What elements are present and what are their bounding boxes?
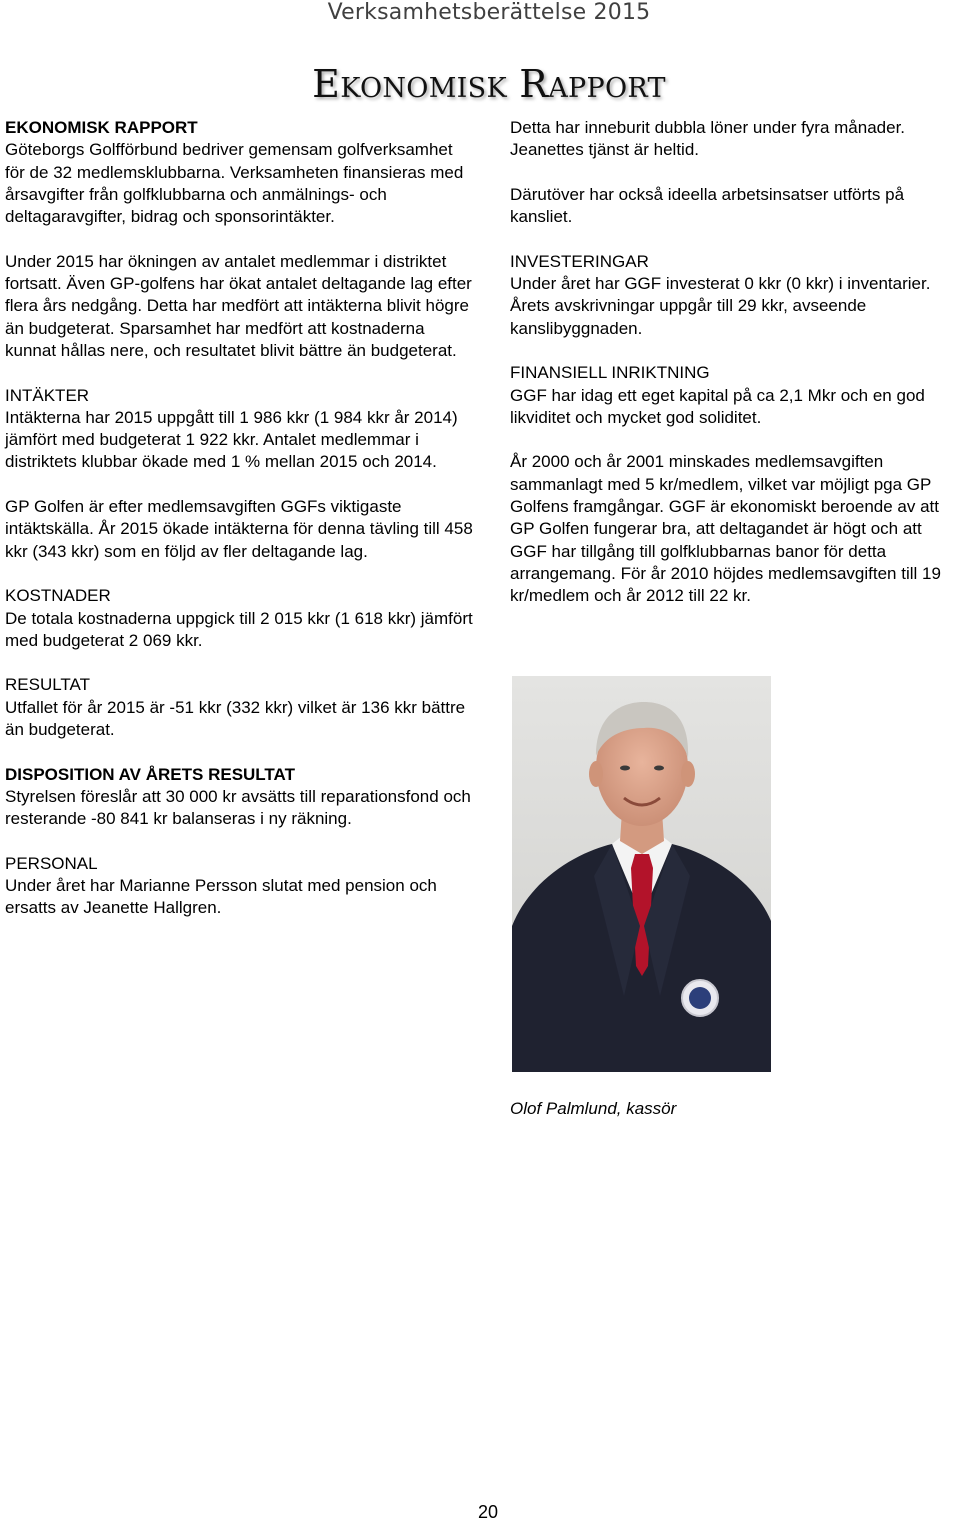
page-number: 20 xyxy=(477,1502,499,1522)
left-column xyxy=(5,117,475,942)
salary-paragraph: Detta har inneburit dubbla löner under fyra månader. Jeanettes tjänst är heltid. xyxy=(510,118,906,160)
investeringar-section xyxy=(510,251,958,340)
personal-heading: PERSONAL xyxy=(5,853,98,873)
photo-caption: Olof Palmlund, kassör xyxy=(510,1099,677,1118)
finansiell-section xyxy=(510,362,958,429)
resultat-heading: RESULTAT xyxy=(5,675,91,695)
portrait-photo xyxy=(512,676,771,1072)
disposition-section xyxy=(5,764,475,831)
fee-history-paragraph: År 2000 och år 2001 minskades medlemsavgiften sammanlagt med 5 kr/medlem, vilket var möjligt pga GP Golfens framgångar. GGF är ekonomiskt beroende av att GP Golfen fungerar bra, att deltagandet är högt och att GGF har tillgång till golfklubbarnas banor för detta arrangemang. För år 2010 höjdes medlemsavgiften till 19 kr/medlem och år 2012 till 22 kr. xyxy=(510,452,941,606)
gp-golfen-paragraph: GP Golfen är efter medlemsavgiften GGFs viktigaste intäktskälla. År 2015 ökade intäkterna för denna tävling till 458 kkr (343 kkr) som en följd av fler deltagande lag. xyxy=(5,497,473,561)
intakter-section xyxy=(5,385,475,474)
intakter-text: Intäkterna har 2015 uppgått till 1 986 kkr (1 984 kkr år 2014) jämfört med budgeterat 1 922 kkr. Antalet medlemmar i distriktets klubbar ökade med 1 % mellan 2015 och 2014. xyxy=(5,407,458,472)
finansiell-text: GGF har idag ett eget kapital på ca 2,1 Mkr och en god likviditet och mycket god soliditet. xyxy=(510,385,925,427)
resultat-text: Utfallet för år 2015 är -51 kkr (332 kkr) vilket är 136 kkr bättre än budgeterat. xyxy=(5,697,466,740)
personal-text: Under året har Marianne Persson slutat med pension och ersatts av Jeanette Hallgren. xyxy=(5,876,437,918)
volunteer-paragraph: Därutöver har också ideella arbetsinsatser utförts på kansliet. xyxy=(510,184,905,227)
intro-heading: EKONOMISK RAPPORT xyxy=(5,118,198,137)
kostnader-text: De totala kostnaderna uppgick till 2 015 kkr (1 618 kkr) jämfört med budgeterat 2 069 kkr. xyxy=(5,608,473,650)
intakter-heading: INTÄKTER xyxy=(5,385,90,405)
kostnader-section xyxy=(5,585,475,652)
section-title: Ekonomisk Rapport xyxy=(312,62,666,106)
document-header: Verksamhetsberättelse 2015 xyxy=(327,0,651,25)
right-column xyxy=(510,117,958,630)
intro-paragraph xyxy=(5,117,475,228)
disposition-text: Styrelsen föreslår att 30 000 kr avsätts till reparationsfond och resterande -80 841 kr balanseras i ny räkning. xyxy=(5,786,471,829)
intro-text: Göteborgs Golfförbund bedriver gemensam golfverksamhet för de 32 medlemsklubbarna. Verksamheten finansieras med årsavgifter från golfklubbarna och anmälnings- och deltagaravgifter, bidrag och sponsorintäkter. xyxy=(5,140,464,227)
personal-section xyxy=(5,853,475,920)
development-paragraph: Under 2015 har ökningen av antalet medlemmar i distriktet fortsatt. Även GP-golfens har ökat antalet deltagande lag efter flera års nedgång. Detta har medfört att intäkterna blivit högre än budgeterat. Sparsamhet har medfört att kostnaderna kunnat hållas nere, och resultatet blivit bättre än budgeterat. xyxy=(5,251,472,360)
disposition-heading: DISPOSITION AV ÅRETS RESULTAT xyxy=(5,764,295,784)
kostnader-heading: KOSTNADER xyxy=(5,586,111,606)
resultat-section xyxy=(5,674,475,741)
investeringar-heading: INVESTERINGAR xyxy=(510,251,649,271)
finansiell-heading: FINANSIELL INRIKTNING xyxy=(510,363,710,383)
investeringar-text: Under året har GGF investerat 0 kkr (0 kkr) i inventarier. Årets avskrivningar uppgår till 29 kkr, avseende kanslibyggnaden. xyxy=(510,274,931,338)
